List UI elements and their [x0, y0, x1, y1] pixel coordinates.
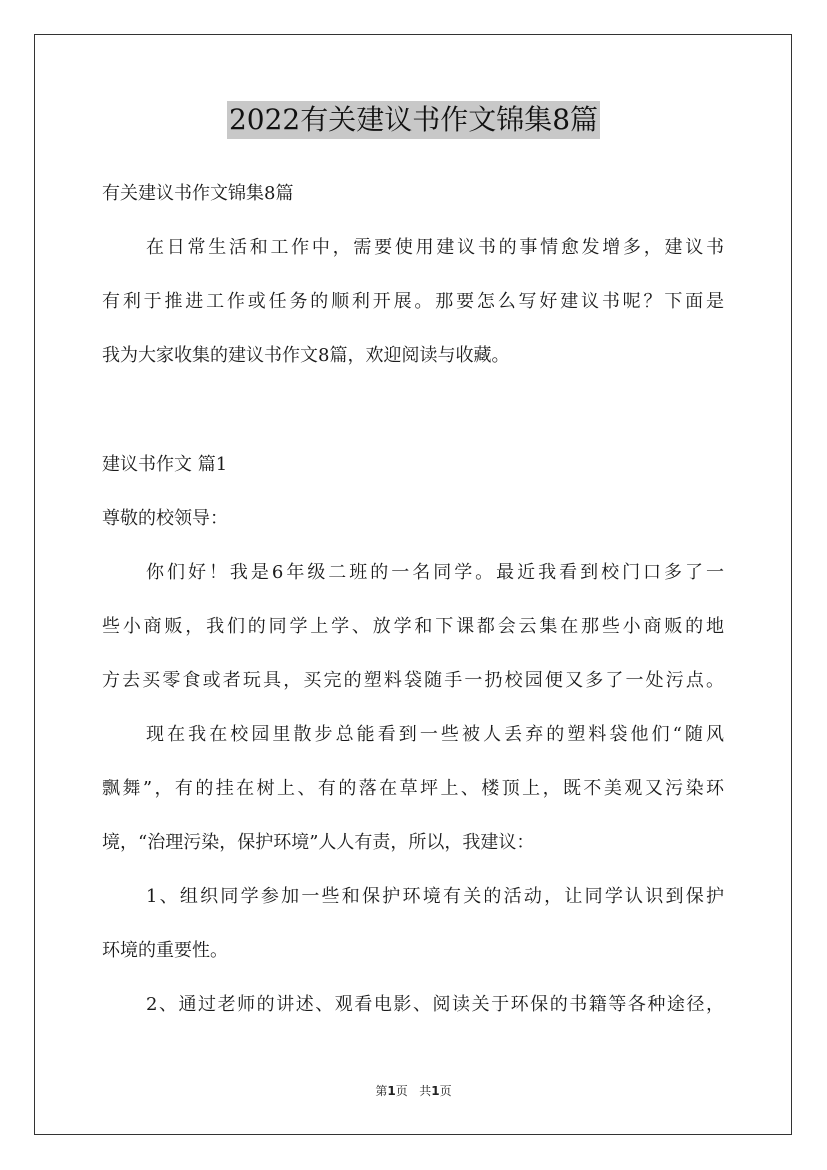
salutation: 尊敬的校领导：: [102, 508, 228, 529]
section-heading: 建议书作文 篇1: [102, 454, 228, 475]
body-line-5: 飘舞”，有的挂在树上、有的落在草坪上、楼顶上，既不美观又污染环: [102, 778, 724, 799]
total-suffix: 页: [439, 1084, 452, 1098]
intro-line-1: 在日常生活和工作中，需要使用建议书的事情愈发增多，建议书: [146, 237, 724, 258]
body-line-3: 方去买零食或者玩具，买完的塑料袋随手一扔校园便又多了一处污点。: [102, 670, 724, 691]
body-line-8: 环境的重要性。: [102, 940, 228, 961]
page-number: 1: [387, 1084, 396, 1098]
title-container: [0, 101, 827, 139]
intro-line-2: 有利于推进工作或任务的顺利开展。那要怎么写好建议书呢？下面是: [102, 291, 724, 312]
body-line-6: 境，“治理污染，保护环境”人人有责，所以，我建议：: [102, 832, 535, 853]
page-suffix: 页: [395, 1084, 408, 1098]
document-title: 2022有关建议书作文锦集8篇: [227, 101, 600, 139]
document-subtitle: 有关建议书作文锦集8篇: [102, 183, 294, 204]
page-footer: [0, 1083, 827, 1099]
intro-line-3: 我为大家收集的建议书作文8篇，欢迎阅读与收藏。: [102, 345, 510, 366]
body-line-7: 1、组织同学参加一些和保护环境有关的活动，让同学认识到保护: [146, 886, 724, 907]
total-pages: 1: [431, 1084, 440, 1098]
body-line-9: 2、通过老师的讲述、观看电影、阅读关于环保的书籍等各种途径，: [146, 994, 724, 1015]
body-line-2: 些小商贩，我们的同学上学、放学和下课都会云集在那些小商贩的地: [102, 616, 724, 637]
body-line-1: 你们好！我是6年级二班的一名同学。最近我看到校门口多了一: [146, 562, 724, 583]
total-prefix: 共: [419, 1084, 432, 1098]
body-line-4: 现在我在校园里散步总能看到一些被人丢弃的塑料袋他们“随风: [146, 724, 724, 745]
page-prefix: 第: [375, 1084, 388, 1098]
